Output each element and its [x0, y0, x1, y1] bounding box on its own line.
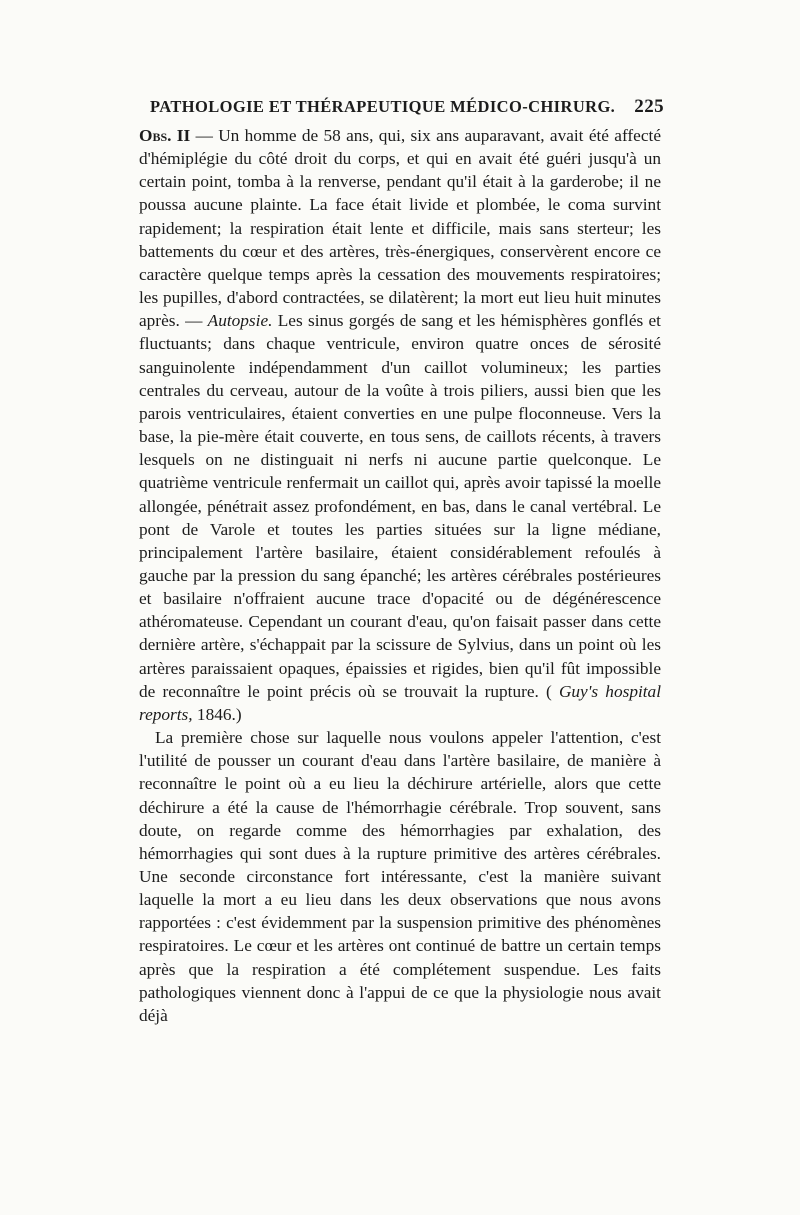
- autopsy-heading: Autopsie.: [207, 311, 273, 331]
- observation-text-2: Les sinus gorgés de sang et les hémisphères gonflés et fluctuants; dans chaque ventricule, environ quatre onces de sérosité sanguinolente indépendamment d'un caillot volumineux; les parties centrales du cerveau, autour de la voûte à trois piliers, aussi bien que les parois ventriculaires, étaient converties en une pulpe floconneuse. Vers la base, la pie-mère était couverte, en tous sens, de caillots récents, à travers lesquels on ne distinguait ni nerfs ni aucune partie quelconque. Le quatrième ventricule renfermait un caillot qui, après avoir tapissé la moelle allongée, pénétrait assez profondément, en bas, dans le canal vertébral. Le pont de Varole et toutes les parties situées sur la ligne médiane, principalement l'artère basilaire, étaient considérablement refoulés à gauche par la pression du sang épanché; les artères cérébrales postérieures et basilaire n'offraient aucune trace d'opacité ou de dégénérescence athéromateuse. Cependant un courant d'eau, qu'on faisait passer dans cette dernière artère, s'échappait par la scissure de Sylvius, dans un point où les artères paraissaient opaques, épaissies et rigides, bien qu'il fût impossible de reconnaître le point précis où se trouvait la rupture. (: [139, 311, 661, 701]
- source-year: 1846.): [192, 704, 242, 724]
- observation-paragraph: [139, 124, 661, 726]
- running-header: [150, 96, 664, 118]
- observation-label: Obs. II: [139, 126, 191, 145]
- text-body: [139, 124, 661, 1027]
- running-title: PATHOLOGIE ET THÉRAPEUTIQUE MÉDICO-CHIRURG.: [150, 97, 616, 116]
- observation-text-1: — Un homme de 58 ans, qui, six ans auparavant, avait été affecté d'hémiplégie du côté droit du corps, et qui en avait été guéri jusqu'à un certain point, tomba à la renverse, pendant qu'il était à la garderobe; il ne poussa aucune plainte. La face était livide et plombée, le coma survint rapidement; la respiration était lente et difficile, mais sans sterteur; les battements du cœur et des artères, très-énergiques, conservèrent encore ce caractère quelque temps après la cessation des mouvements respiratoires; les pupilles, d'abord contractées, se dilatèrent; la mort eut lieu huit minutes après. —: [139, 126, 661, 331]
- source-citation: Guy's hospital reports,: [139, 681, 662, 724]
- page-number: 225: [634, 96, 664, 117]
- commentary-paragraph: La première chose sur laquelle nous voulons appeler l'attention, c'est l'utilité de pousser un courant d'eau dans l'artère basilaire, de manière à reconnaître le point où a eu lieu la déchirure artérielle, alors que cette déchirure a été la cause de l'hémorrhagie cérébrale. Trop souvent, sans doute, on regarde comme des hémorrhagies par exhalation, des hémorrhagies qui sont dues à la rupture primitive des artères cérébrales. Une seconde circonstance fort intéressante, c'est la manière suivant laquelle la mort a eu lieu dans les deux observations que nous avons rapportées : c'est évidemment par la suspension primitive des phénomènes respiratoires. Le cœur et les artères ont continué de battre un certain temps après que la respiration a été complétement suspendue. Les faits pathologiques viennent donc à l'appui de ce que la physiologie nous avait déjà: [139, 728, 661, 1025]
